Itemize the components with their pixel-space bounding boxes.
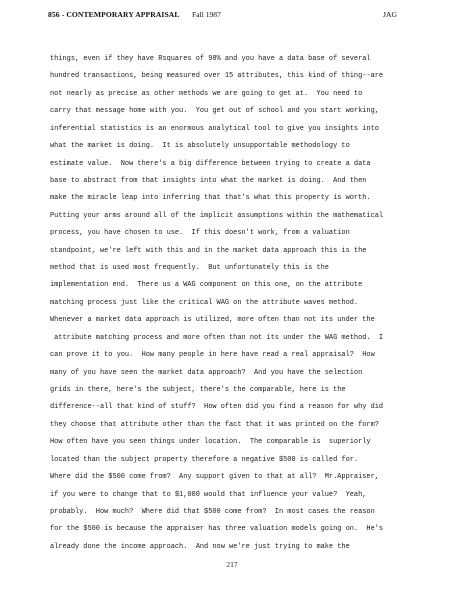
text-line: matching process just like the critical WAG on the attribute waves method. [50,298,359,307]
text-line: grids in there, here's the subject, there's the comparable, here is the [50,386,346,395]
text-line: method that is used most frequently. But unfortunately this is the [50,264,329,273]
text-line: what the market is doing. It is absolutely unsupportable methodology to [50,142,350,151]
text-line: for the $500 is because the appraiser has three valuation models going on. He's [50,525,384,534]
text-line: carry that message home with you. You get out of school and you start working, [50,107,379,116]
text-line: things, even if they have Rsquares of 98% and you have a data base of several [50,55,371,63]
text-line: located than the subject property therefore a negative $500 is called for. [50,455,359,464]
text-line: hundred transactions, being measured over 15 attributes, this kind of thing--are [50,72,384,81]
text-line: base to abstract from that insights into what the market is doing. And then [50,176,367,185]
text-line: not nearly as precise as other methods we are going to get at. You need to [50,89,363,98]
text-line: inferential statistics is an enormous analytical tool to give you insights into [50,124,379,133]
text-line: Putting your arms around all of the implicit assumptions within the mathematical [50,211,384,220]
text-line: make the miracle leap into inferring that that's what this property is worth. [50,194,371,203]
author-initials: JAG [383,10,397,19]
text-line: How often have you seen things under location. The comparable is superiorly [50,438,371,447]
text-line: they choose that attribute other than the fact that it was printed on the form? [50,420,379,429]
text-line: Where did the $500 come from? Any support given to that at all? Mr.Appraiser, [50,473,379,482]
text-line: estimate value. Now there's a big difference between trying to create a data [50,159,371,168]
text-line: many of you have seen the market data approach? And you have the selection [50,368,363,377]
page-number: 217 [226,560,238,569]
text-line: already done the income approach. And now we're just trying to make the [50,542,350,551]
text-line: if you were to change that to $1,000 would that influence your value? Yeah, [50,490,367,499]
text-line: process, you have chosen to use. If this doesn't work, from a valuation [50,229,350,238]
text-line: Whenever a market data approach is utilized, more often than not its under the [50,316,375,325]
text-line: standpoint, we're left with this and in the market data approach this is the [50,246,367,255]
text-line: attribute matching process and more often than not its under the WAG method. I [50,333,384,342]
text-line: implementation end. There us a WAG component on this one, on the attribute [50,281,363,290]
running-header [48,10,448,24]
issue-date: Fall 1987 [192,10,221,19]
journal-title: 856 - CONTEMPORARY APPRAISAL [48,10,180,19]
text-line: probably. How much? Where did that $500 come from? In most cases the reason [50,507,375,516]
text-line: can prove it to you. How many people in here have read a real appraisal? How [50,351,375,360]
text-line: difference--all that kind of stuff? How often did you find a reason for why did [50,403,384,412]
transcript-body [50,51,450,556]
